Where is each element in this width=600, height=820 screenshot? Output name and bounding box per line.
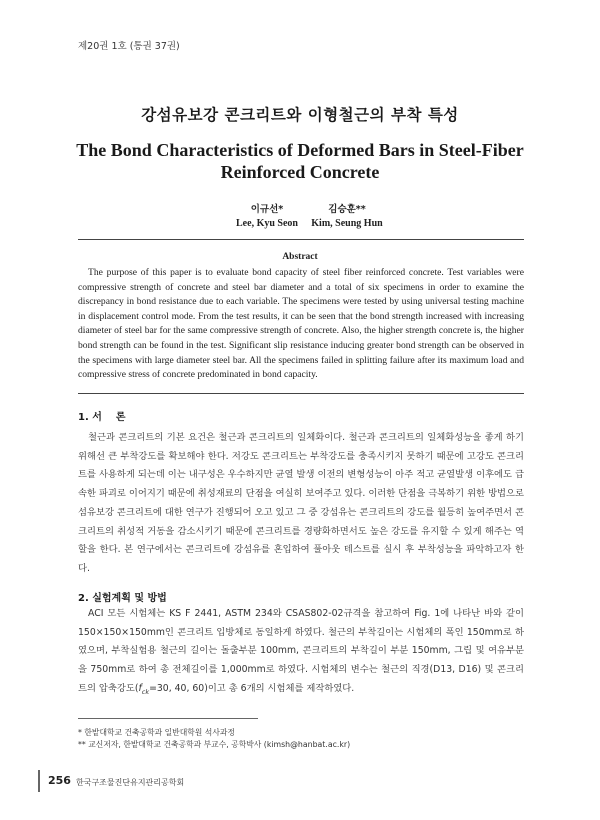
author-2 xyxy=(282,203,412,231)
author-1-english-name: Lee, Kyu Seon xyxy=(236,218,298,229)
abstract-top-rule xyxy=(78,239,524,240)
title-english: The Bond Characteristics of Deformed Bars in Steel-Fiber Reinforced Concrete xyxy=(76,140,524,182)
footnote-2: ** 교신저자, 한밭대학교 건축공학과 부교수, 공학박사 (kimsh@hanbat.ac.kr) xyxy=(78,740,351,749)
section-2-heading: 2. 실험계획 및 방법 xyxy=(78,593,167,604)
section-1-paragraph: 철근과 콘크리트의 기본 요건은 철근과 콘크리트의 일체화이다. 철근과 콘크리트의 일체화성능을 좋게 하기 위해선 큰 부착강도를 확보해야 한다. 저강도 콘크리트는 부착강도를 충족시키지 못하기 때문에 고강도 콘크리트를 사용하게 되는데 이는 내구성은 우수하지만 균열 발생 이전의 변형성능이 아주 적고 균열발생 이후에도 급속한 파괴로 이어지기 때문에 취성재료의 단점을 여실히 보여주고 있다. 이러한 단점을 극복하기 위한 방법으로 섬유보강 콘크리트에 대한 연구가 진행되어 오고 있고 그 중 강섬유는 콘크리트의 강도를 월등히 높여주면서 콘크리트의 취성적 거동을 감소시키기 때문에 콘크리트를 경량화하면서도 높은 강도를 유지할 수 있게 해주는 역할을 한다. 본 연구에서는 콘크리트에 강섬유를 혼입하여 풀아웃 테스트를 실시 후 부착성능을 파악하고자 한다. xyxy=(78,432,524,574)
fck-symbol: f xyxy=(138,682,142,694)
footer-divider xyxy=(38,770,40,792)
section-1-heading: 1. 서 론 xyxy=(78,412,126,423)
page-number: 256 xyxy=(48,774,71,787)
section-2-text-before: ACI 모든 시험체는 KS F 2441, ASTM 234와 CSAS802-02규격을 참고하여 Fig. 1에 나타난 바와 같이 150×150×150mm인 콘크리트 입방체로 동일하게 하였다. 철근의 부착길이는 시험체의 폭인 150mm로 하였으며, 부착실험용 철근의 길이는 돌출부분 100mm, 콘크리트의 부착길이 부분 150mm, 그립 및 여유부분을 750mm로 하여 총 전체길이를 1,000mm로 하였다. 시험체의 변수는 철근의 직경(D13, D16) 및 콘크리트의 압축강도( xyxy=(78,608,524,694)
running-head: 제20권 1호 (통권 37권) xyxy=(78,41,180,52)
author-2-korean-name: 김승훈** xyxy=(328,204,366,215)
author-2-english-name: Kim, Seung Hun xyxy=(311,218,383,229)
abstract-bottom-rule xyxy=(78,393,524,394)
footnote-1: * 한밭대학교 건축공학과 일반대학원 석사과정 xyxy=(78,728,235,737)
section-2-text-after: =30, 40, 60)이고 총 6개의 시험체를 제작하였다. xyxy=(149,682,355,694)
section-2-paragraph xyxy=(78,605,524,701)
fck-subscript: ck xyxy=(141,687,150,696)
footnote-rule xyxy=(78,718,258,719)
abstract-heading: Abstract xyxy=(282,252,318,262)
author-1-korean-name: 이규선* xyxy=(250,204,284,215)
title-korean: 강섬유보강 콘크리트와 이형철근의 부착 특성 xyxy=(141,105,459,124)
abstract-text: The purpose of this paper is to evaluate bond capacity of steel fiber reinforced concrete. Test variables were compressive strength of concrete and steel bar diameter and a total of six specimens in order to examine the discrepancy in bond resistance due to each variable. The specimens were tested by using universal testing machine in displacement control mode. From the test results, it can be seen that the bond strength increased with increasing diameter of steel bar for the same compressive strength of concrete. Also, the higher strength concrete is, the higher bond strength can be found in the test. Significant slip resistance inducing greater bond strength can be observed in the specimens with large diameter steel bar. All the specimens failed in splitting failure after its maximum load and compressive stress of concrete predominated in bond capacity. xyxy=(78,267,524,381)
journal-name: 한국구조물진단유지관리공학회 xyxy=(76,778,185,787)
